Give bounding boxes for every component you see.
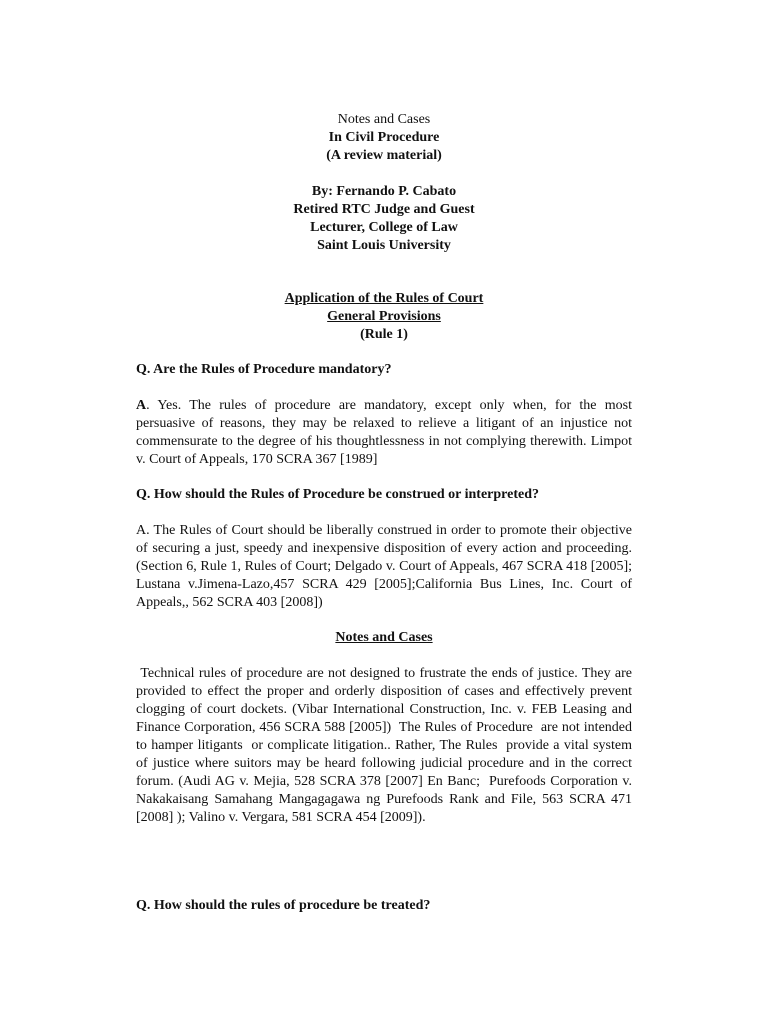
title-line-3: (A review material) <box>326 148 442 163</box>
answer-2: A. The Rules of Court should be liberally construed in order to promote their objective of securing a just, speedy and inexpensive disposition of every action and proceeding. (Section 6, Rule 1, Rules of Court; Delgado v. Court of Appeals, 467 SCRA 418 [2005]; Lustana v.Jimena-Lazo,457 SCRA 429 [2005];California Bus Lines, Inc. Court of Appeals,, 562 SCRA 403 [2008]) <box>136 523 632 610</box>
answer-1 <box>136 397 632 469</box>
answer-1-label: A <box>136 398 147 413</box>
question-3: Q. How should the rules of procedure be treated? <box>136 898 431 913</box>
section-heading-block <box>0 290 768 344</box>
title-line-2: In Civil Procedure <box>328 130 440 145</box>
section-title: Application of the Rules of Court <box>284 291 484 306</box>
question-2: Q. How should the Rules of Procedure be construed or interpreted? <box>136 487 540 502</box>
section-subtitle: General Provisions <box>327 309 441 324</box>
author-line-4: Saint Louis University <box>317 238 451 253</box>
notes-heading: Notes and Cases <box>335 630 433 645</box>
author-line-2: Retired RTC Judge and Guest <box>293 202 475 217</box>
author-line-3: Lecturer, College of Law <box>310 220 458 235</box>
answer-1-text: . Yes. The rules of procedure are mandatory, except only when, for the most persuasive of reasons, they may be relaxed to relieve a litigant of an injustice not commensurate to the degree of his thoughtlessness in not complying therewith. Limpot v. Court of Appeals, 170 SCRA 367 [1989] <box>136 398 632 467</box>
section-rule: (Rule 1) <box>360 327 408 342</box>
title-block <box>0 111 768 165</box>
title-line-1: Notes and Cases <box>337 112 431 127</box>
notes-body: Technical rules of procedure are not designed to frustrate the ends of justice. They are provided to effect the proper and orderly disposition of cases and effectively prevent clogging of court dockets. (Vibar International Construction, Inc. v. FEB Leasing and Finance Corporation, 456 SCRA 588 [2005]) The Rules of Procedure are not intended to hamper litigants or complicate litigation.. Rather, The Rules provide a vital system of justice where suitors may be heard following judicial procedure and in the correct forum. (Audi AG v. Mejia, 528 SCRA 378 [2007] En Banc; Purefoods Corporation v. Nakakaisang Samahang Mangagagawa ng Purefoods Rank and File, 563 SCRA 471 [2008] ); Valino v. Vergara, 581 SCRA 454 [2009]). <box>136 666 636 825</box>
question-1: Q. Are the Rules of Procedure mandatory? <box>136 362 392 377</box>
author-block <box>0 183 768 255</box>
author-line-1: By: Fernando P. Cabato <box>311 184 457 199</box>
